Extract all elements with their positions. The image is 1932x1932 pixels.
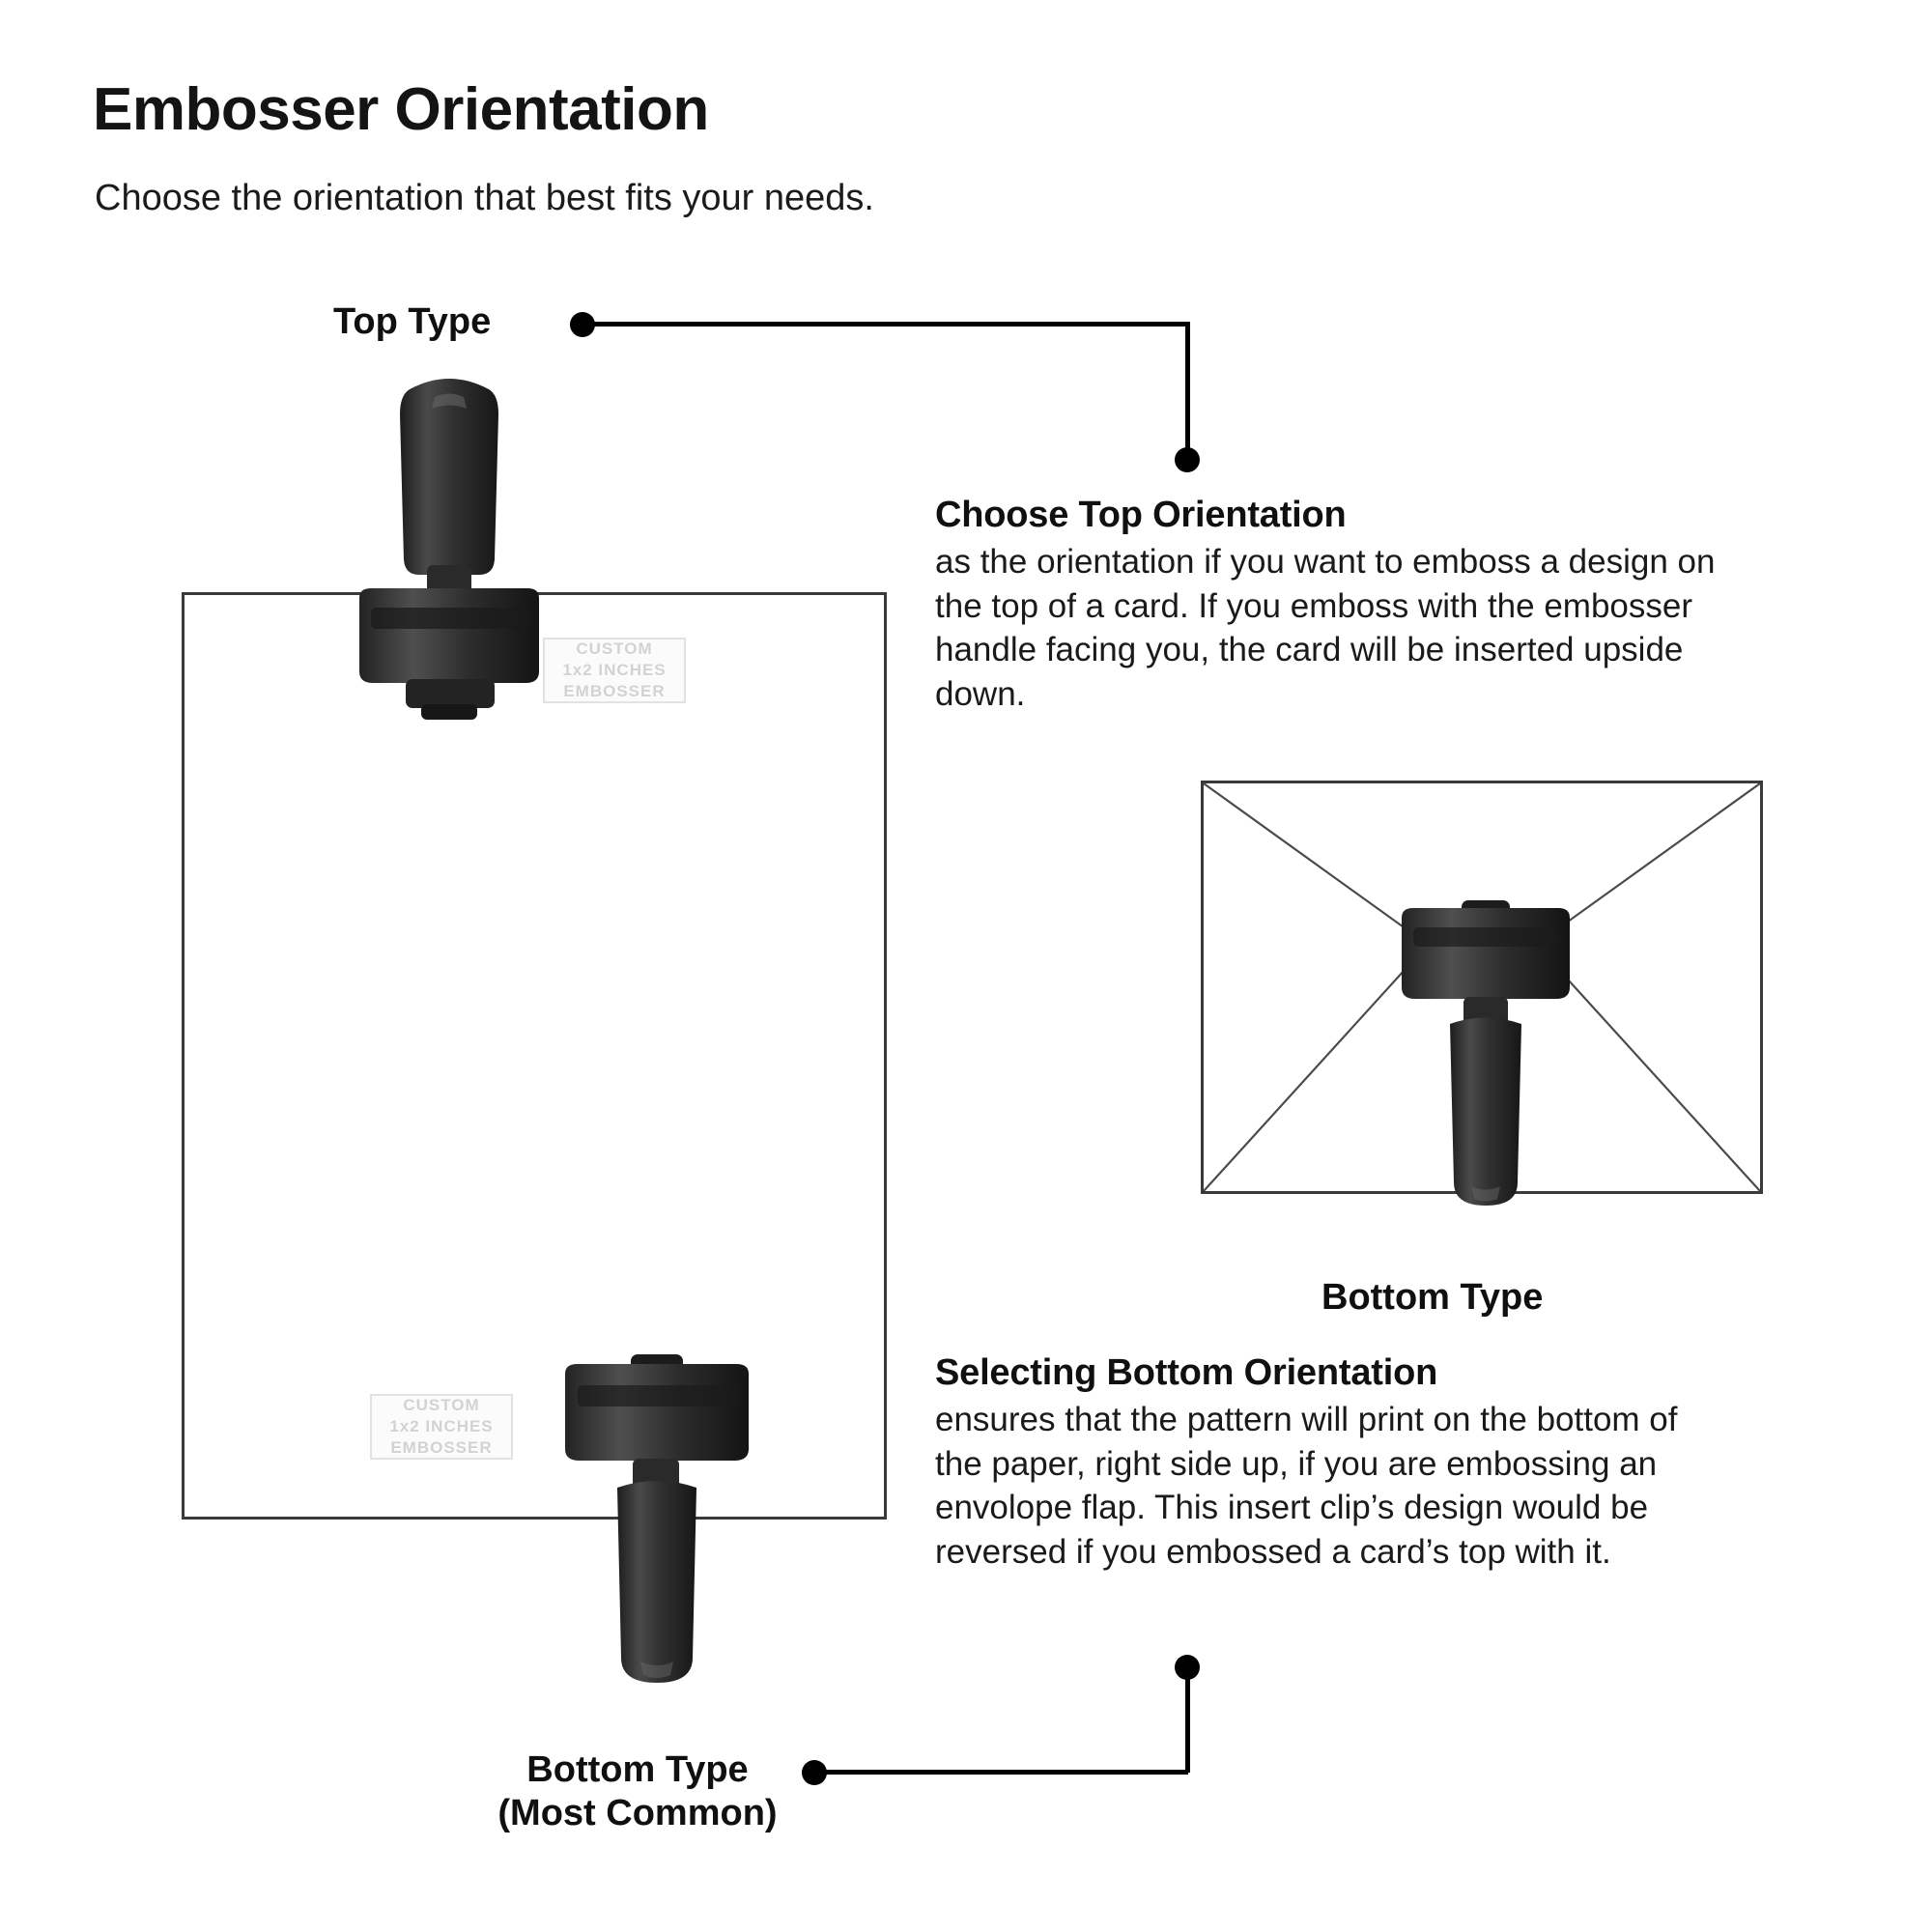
leader-line-top-vertical xyxy=(1185,322,1190,457)
callout-top-orientation xyxy=(935,495,1751,716)
callout-bottom-body: ensures that the pattern will print on the bottom of the paper, right side up, if you are embossing an envolope flap. This insert clip’s design would be reversed if you embossed a card’s top with it. xyxy=(935,1401,1678,1571)
label-top-type: Top Type xyxy=(333,301,492,342)
embossed-impression-top xyxy=(543,638,686,703)
leader-line-top-horizontal xyxy=(582,322,1188,327)
embosser-tool-icon xyxy=(338,372,560,729)
callout-top-body: as the orientation if you want to emboss a design on the top of a card. If you emboss with the embosser handle facing you, the card will be inserted upside down. xyxy=(935,543,1716,713)
embossed-impression-top-line1: CUSTOM xyxy=(576,639,653,659)
embossed-impression-bottom-line2: 1x2 INCHES xyxy=(389,1417,494,1436)
callout-top-heading: Choose Top Orientation xyxy=(935,495,1347,535)
embosser-tool-icon xyxy=(1386,898,1589,1246)
paper-sheet-icon xyxy=(182,592,887,1520)
page-title: Embosser Orientation xyxy=(93,76,709,143)
label-bottom-type-most-common xyxy=(415,1748,860,1835)
embosser-tool-icon xyxy=(546,1352,768,1719)
callout-bottom-heading: Selecting Bottom Orientation xyxy=(935,1352,1438,1393)
leader-line-bottom-horizontal xyxy=(814,1770,1188,1775)
page-subtitle: Choose the orientation that best fits your needs. xyxy=(95,178,874,218)
leader-dot-bottom-target xyxy=(1175,1655,1200,1680)
embossed-impression-bottom-line1: CUSTOM xyxy=(403,1396,480,1415)
embossed-impression-bottom xyxy=(370,1394,513,1460)
label-bottom-type-envelope: Bottom Type xyxy=(1321,1277,1544,1318)
embossed-impression-top-line3: EMBOSSER xyxy=(563,681,666,700)
embossed-impression-bottom-line3: EMBOSSER xyxy=(390,1437,493,1457)
label-bottom-type-line2: (Most Common) xyxy=(497,1792,778,1833)
embossed-impression-top-line2: 1x2 INCHES xyxy=(562,661,667,680)
leader-dot-top-target xyxy=(1175,447,1200,472)
callout-bottom-orientation xyxy=(935,1352,1708,1574)
leader-line-bottom-vertical xyxy=(1185,1666,1190,1773)
label-bottom-type-line1: Bottom Type xyxy=(526,1749,749,1790)
